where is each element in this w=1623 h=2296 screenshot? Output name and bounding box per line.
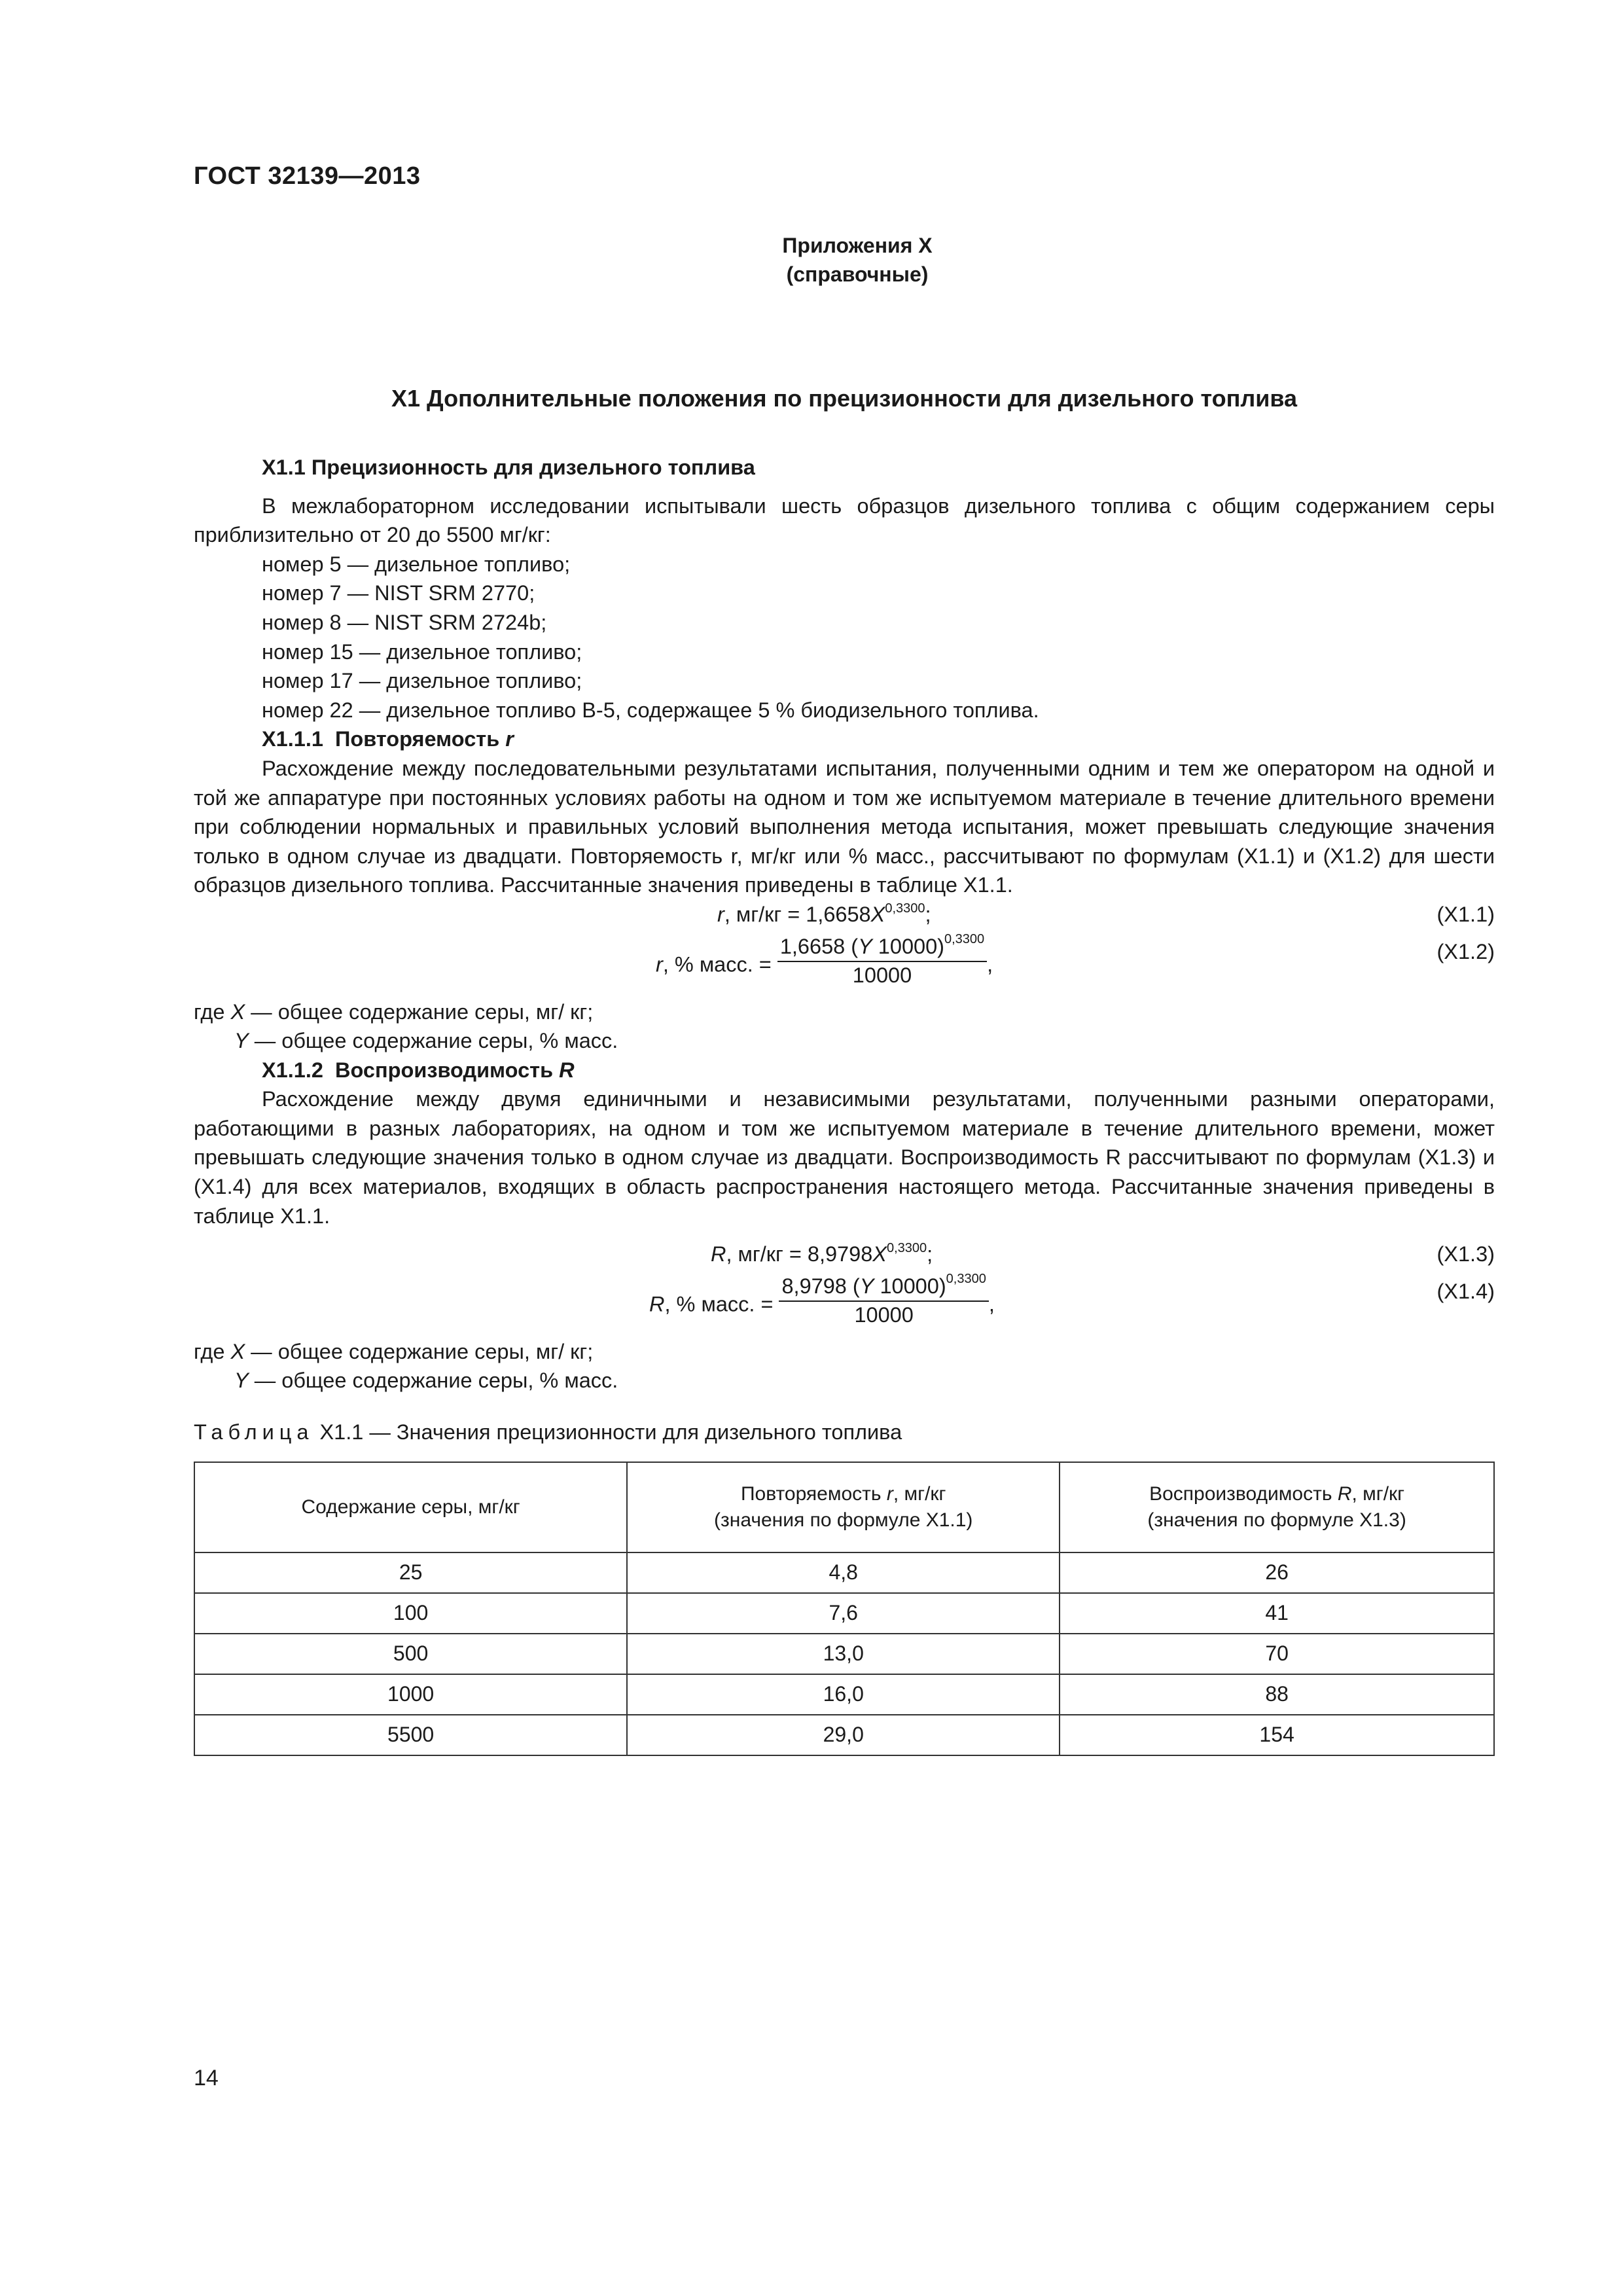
- cell-sulfur: 5500: [194, 1715, 627, 1755]
- repeatability-paragraph: Расхождение между последовательными результатами испытания, полученными одним и тем же оператором на одной и той же аппаратуре при постоянных условиях работы на одном и том же испытуемом материале в течение длительного времени при соблюдении нормальных и правильных условий выполнения метода испытания, может превышать следующие значения только в одном случае из двадцати. Повторяемость r, мг/кг или % масс., рассчитывают по формулам (X1.1) и (X1.2) для шести образцов дизельного топлива. Рассчитанные значения приведены в таблице X1.1.: [194, 756, 1495, 897]
- where-x: где X — общее содержание серы, мг/ кг;: [194, 999, 594, 1024]
- formula-x1-3: R, $мг/кг = 8,9798X^{0,3300}$; (X1.3): [194, 1240, 1495, 1269]
- formula-x1-1: r, $мг/кг = 1,6658X^{0,3300}$; (X1.1): [194, 900, 1495, 929]
- cell-sulfur: 25: [194, 1552, 627, 1593]
- header-reproducibility: Воспроизводимость R, мг/кг (значения по формуле X1.3): [1060, 1462, 1494, 1552]
- table-row: [194, 1674, 1494, 1715]
- reproducibility-heading: X1.1.2 Воспроизводимость R: [262, 1058, 575, 1082]
- cell-sulfur: 1000: [194, 1674, 627, 1715]
- cell-reproducibility: 154: [1060, 1715, 1494, 1755]
- sample-item: номер 7 — NIST SRM 2770;: [262, 581, 535, 605]
- formula-x1-4: R, % масс. = $\frac{8,9798 (Y 10000)^{0,3300}}{10000}$ , (X1.4): [649, 1271, 1495, 1327]
- sample-item: номер 5 — дизельное топливо;: [262, 552, 571, 576]
- cell-reproducibility: 70: [1060, 1634, 1494, 1674]
- table-row: [194, 1715, 1494, 1755]
- header-sulfur-content: Содержание серы, мг/кг: [194, 1462, 627, 1552]
- table-row: [194, 1593, 1494, 1634]
- cell-repeatability: 7,6: [627, 1593, 1060, 1634]
- equation-number: (X1.1): [1436, 902, 1495, 926]
- fraction: $\frac{8,9798 (Y 10000)^{0,3300}}{10000}$: [779, 1273, 988, 1328]
- cell-reproducibility: 26: [1060, 1552, 1494, 1593]
- cell-reproducibility: 88: [1060, 1674, 1494, 1715]
- cell-sulfur: 500: [194, 1634, 627, 1674]
- sample-item: номер 8 — NIST SRM 2724b;: [262, 610, 547, 634]
- equation-number: (X1.2): [1436, 939, 1495, 963]
- subsection-title: X1.1 Прецизионность для дизельного топлива: [262, 456, 755, 479]
- cell-reproducibility: 41: [1060, 1593, 1494, 1634]
- sample-item: номер 17 — дизельное топливо;: [262, 669, 582, 693]
- header-repeatability: Повторяемость r, мг/кг (значения по формуле X1.1): [627, 1462, 1060, 1552]
- formula-x1-2: r, % масс. = $\frac{1,6658 (Y 10000)^{0,3300}}{10000}$ , (X1.2): [656, 931, 1495, 987]
- sample-item: номер 15 — дизельное топливо;: [262, 639, 582, 664]
- table-caption: Таблица X1.1 — Значения прецизионности для дизельного топлива: [194, 1420, 902, 1444]
- sample-item: номер 22 — дизельное топливо В-5, содержащее 5 % биодизельного топлива.: [262, 698, 1039, 722]
- precision-table: [194, 1462, 1495, 1756]
- page-number: 14: [194, 2066, 219, 2090]
- table-row: [194, 1634, 1494, 1674]
- where-y: Y — общее содержание серы, % масс.: [234, 1369, 618, 1393]
- table-row: [194, 1552, 1494, 1593]
- cell-sulfur: 100: [194, 1593, 627, 1634]
- where-y: Y — общее содержание серы, % масс.: [234, 1029, 618, 1053]
- reproducibility-paragraph: Расхождение между двумя единичными и независимыми результатами, полученными разными операторами, работающими в разных лабораториях, на одном и том же испытуемом материале в течение длительного времени, может превышать следующие значения только в одном случае из двадцати. Воспроизводимость R рассчитывают по формулам (X1.3) и (X1.4) для всех материалов, входящих в область распространения настоящего метода. Рассчитанные значения приведены в таблице X1.1.: [194, 1087, 1495, 1228]
- appendix-subtitle: (справочные): [786, 262, 929, 286]
- equation-number: (X1.3): [1436, 1242, 1495, 1266]
- appendix-title: Приложения Х: [782, 234, 933, 257]
- intro-paragraph: В межлабораторном исследовании испытывали шесть образцов дизельного топлива с общим содержанием серы приблизительно от 20 до 5500 мг/кг:: [194, 493, 1495, 547]
- fraction: $\frac{1,6658 (Y 10000)^{0,3300}}{10000}$: [777, 933, 987, 988]
- equation-number: (X1.4): [1436, 1279, 1495, 1303]
- cell-repeatability: 13,0: [627, 1634, 1060, 1674]
- repeatability-heading: X1.1.1 Повторяемость r: [262, 727, 514, 751]
- table-header-row: [194, 1462, 1494, 1552]
- document-body: [194, 453, 1495, 1756]
- gost-header: ГОСТ 32139—2013: [194, 162, 421, 190]
- cell-repeatability: 4,8: [627, 1552, 1060, 1593]
- cell-repeatability: 29,0: [627, 1715, 1060, 1755]
- cell-repeatability: 16,0: [627, 1674, 1060, 1715]
- section-title: X1 Дополнительные положения по прецизионности для дизельного топлива: [391, 385, 1298, 412]
- where-x: где X — общее содержание серы, мг/ кг;: [194, 1339, 594, 1363]
